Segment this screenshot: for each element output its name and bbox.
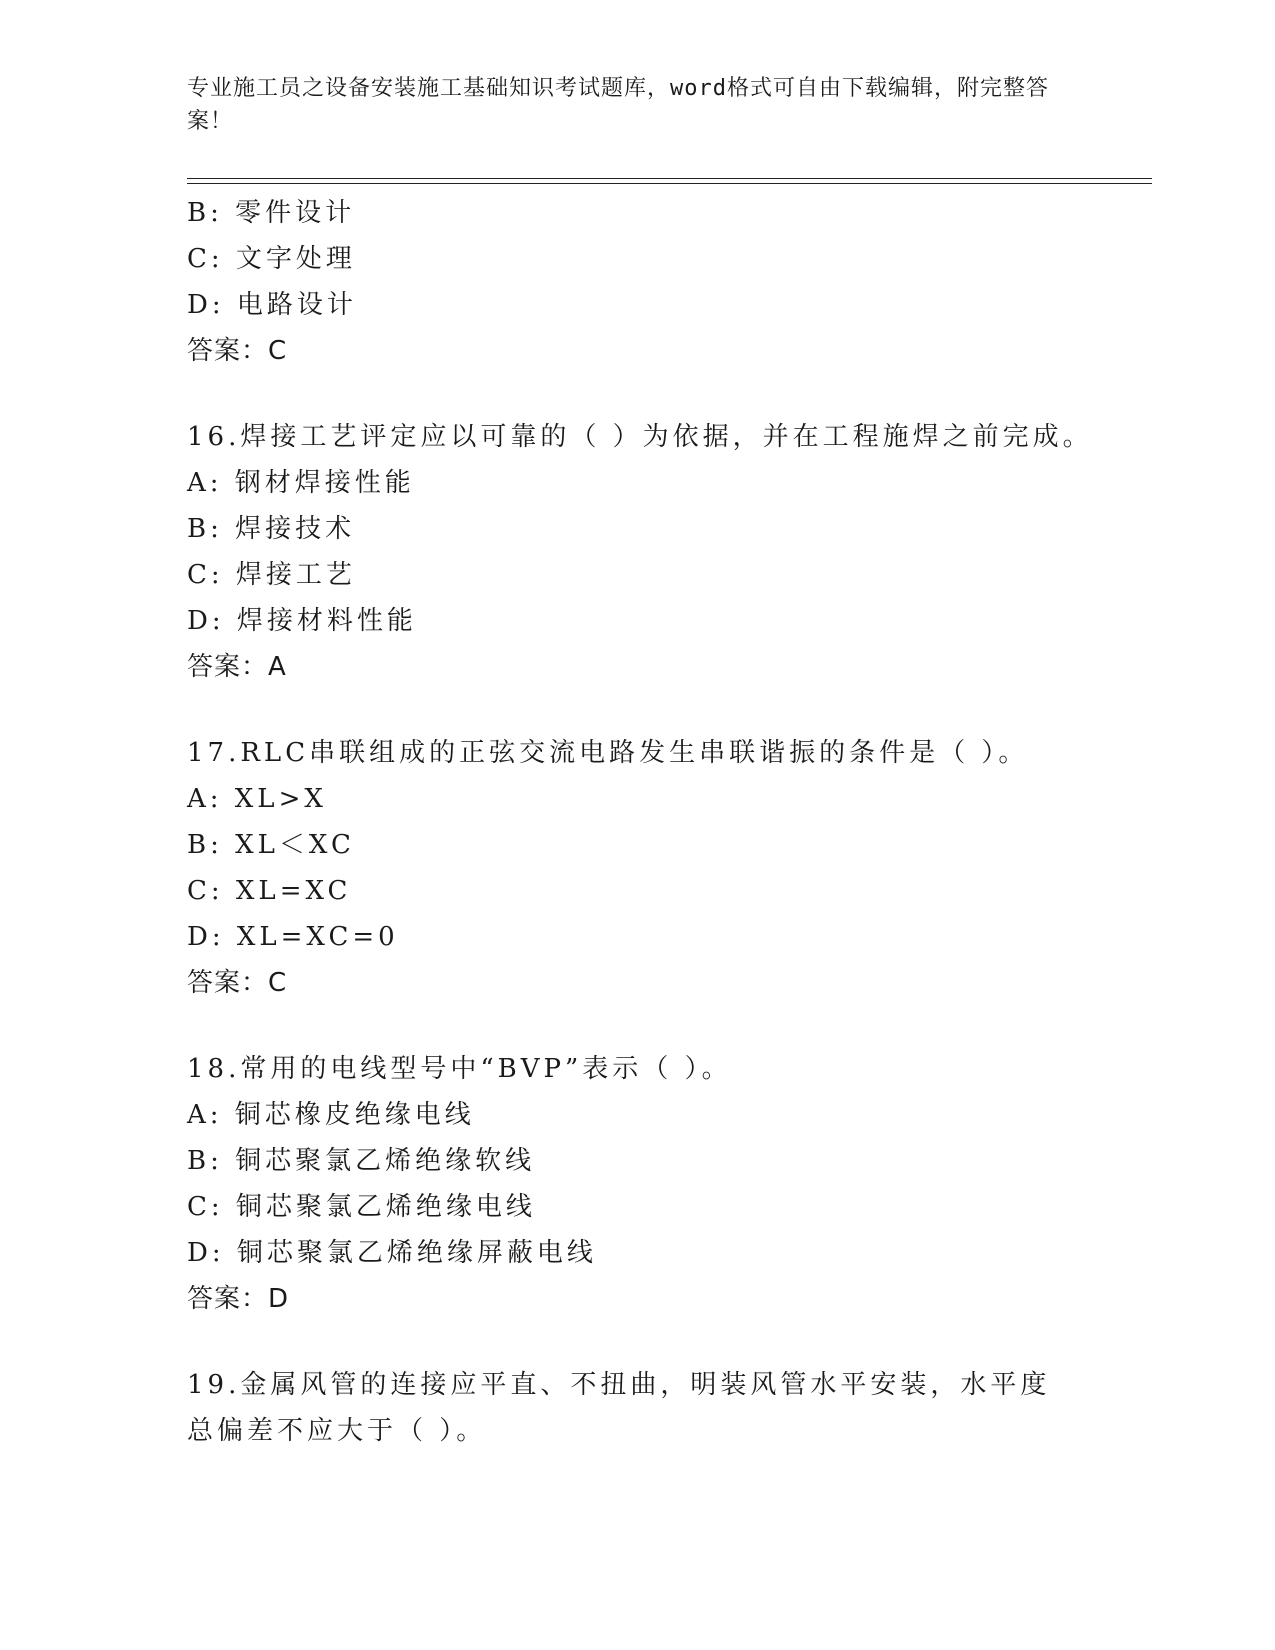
question-stem: 19.金属风管的连接应平直、不扭曲，明装风管水平安装，水平度总偏差不应大于（ ）。 — [187, 1370, 1051, 1446]
question-block-prev — [187, 190, 1087, 374]
header-divider-top — [187, 178, 1152, 179]
option-line: C: 焊接工艺 — [187, 560, 356, 590]
option-line: B: XL＜XC — [187, 830, 355, 860]
option-line: B: 焊接技术 — [187, 514, 356, 544]
spacer — [187, 1322, 1087, 1362]
option-line: C: XL=XC — [187, 876, 352, 906]
question-stem: 17.RLC串联组成的正弦交流电路发生串联谐振的条件是（ ）。 — [187, 738, 1029, 768]
answer-line: 答案：C — [187, 968, 288, 998]
spacer — [187, 1006, 1087, 1046]
option-line: B: 铜芯聚氯乙烯绝缘软线 — [187, 1146, 536, 1176]
option-line: A: 钢材焊接性能 — [187, 468, 415, 498]
question-block-19 — [187, 1362, 1087, 1454]
question-block-16 — [187, 414, 1093, 690]
answer-line: 答案：C — [187, 336, 288, 366]
option-line: A: 铜芯橡皮绝缘电线 — [187, 1100, 475, 1130]
question-stem: 16.焊接工艺评定应以可靠的（ ）为依据，并在工程施焊之前完成。 — [187, 422, 1093, 452]
option-line: C: 文字处理 — [187, 244, 356, 274]
question-stem: 18.常用的电线型号中“BVP”表示（ ）。 — [187, 1054, 732, 1084]
option-line: C: 铜芯聚氯乙烯绝缘电线 — [187, 1192, 536, 1222]
answer-line: 答案：D — [187, 1284, 290, 1314]
spacer — [187, 690, 1087, 730]
option-line: D: 电路设计 — [187, 290, 357, 320]
option-line: A: XL>X — [187, 784, 327, 814]
spacer — [187, 374, 1087, 414]
question-block-17 — [187, 730, 1087, 1006]
option-line: D: XL=XC=0 — [187, 922, 399, 952]
option-line: D: 铜芯聚氯乙烯绝缘屏蔽电线 — [187, 1238, 597, 1268]
header-divider-bottom — [187, 183, 1152, 184]
option-line: B: 零件设计 — [187, 198, 356, 228]
option-line: D: 焊接材料性能 — [187, 606, 417, 636]
answer-line: 答案：A — [187, 652, 287, 682]
document-header: 专业施工员之设备安装施工基础知识考试题库，word格式可自由下载编辑，附完整答案！ — [187, 76, 1049, 134]
question-list — [187, 190, 1093, 1454]
question-block-18 — [187, 1046, 1087, 1322]
